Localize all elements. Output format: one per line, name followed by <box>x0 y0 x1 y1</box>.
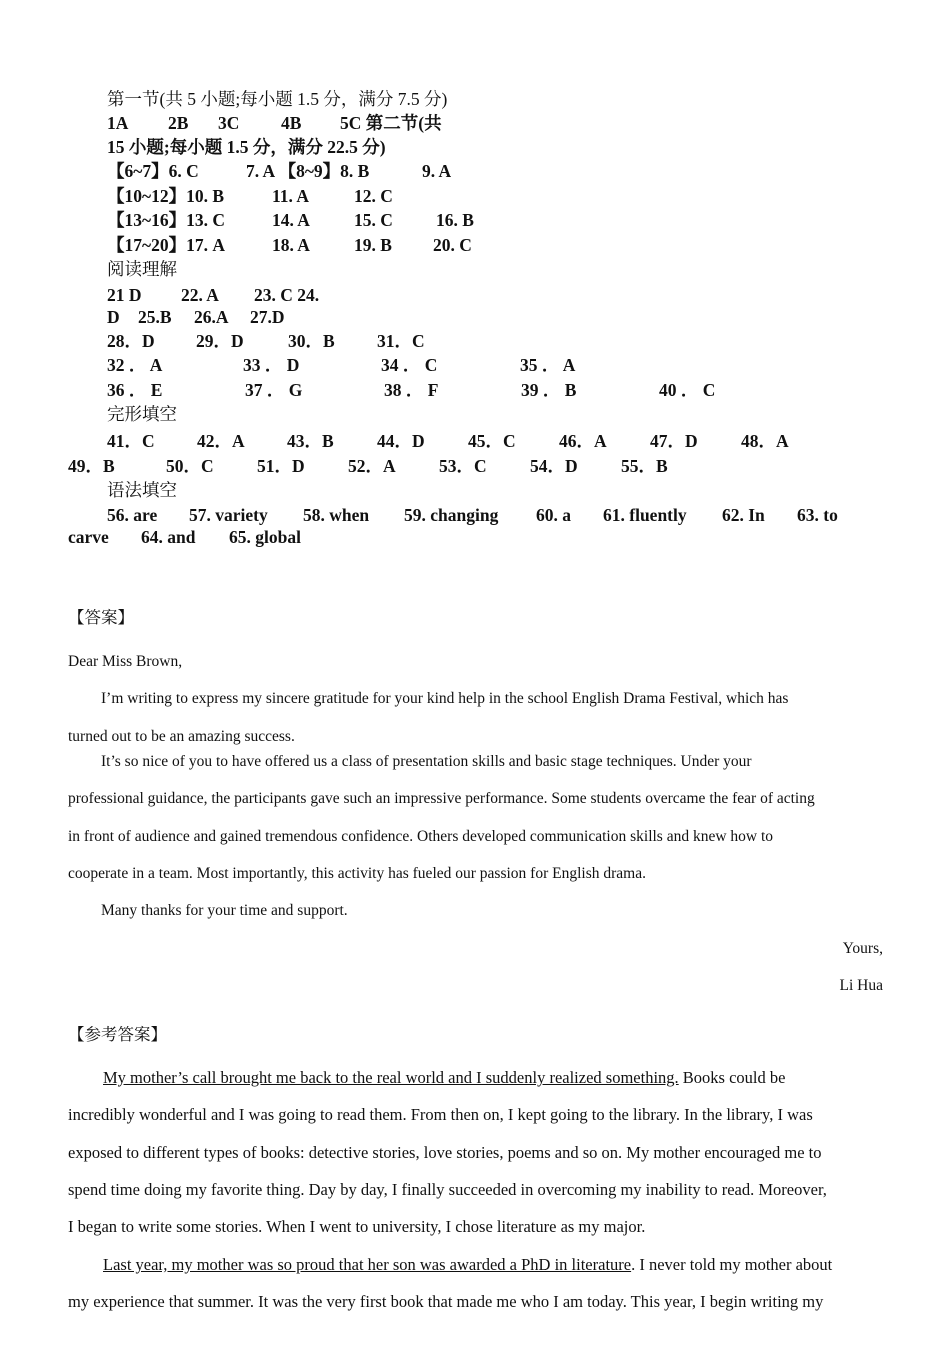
answer-65: 65. global <box>229 527 301 547</box>
answer-18: 18. A <box>272 235 310 255</box>
letter-line-2: turned out to be an amazing success. <box>68 728 295 745</box>
section-header-part2: 15 小题;每小题 1.5 分，满分 22.5 分) <box>107 137 386 157</box>
letter-closing: Yours, <box>842 940 883 957</box>
reference-p2-line-1 <box>103 1255 832 1275</box>
answer-51: 51．D <box>257 456 305 476</box>
answer-32: 32 ． A <box>107 355 163 375</box>
reference-p2-line-2: my experience that summer. It was the very first book that made me who I am today. This year, I begin writing my <box>68 1292 824 1311</box>
answer-50: 50．C <box>166 456 214 476</box>
answer-45: 45．C <box>468 431 516 451</box>
p2-line-1-rest: . I never told my mother about <box>631 1255 833 1274</box>
answer-52: 52．A <box>348 456 396 476</box>
reference-p1-line-3: exposed to different types of books: detective stories, love stories, poems and so on. My mother encouraged me to <box>68 1143 822 1162</box>
letter-line-5: in front of audience and gained tremendous confidence. Others developed communication skills and knew how to <box>68 828 774 845</box>
answer-43: 43．B <box>287 431 334 451</box>
answer-19: 19. B <box>354 235 392 255</box>
letter-line-4: professional guidance, the participants gave such an impressive performance. Some students overcame the fear of acting <box>68 790 815 807</box>
answer-7-9: 7. A 【8~9】8. B <box>246 161 370 181</box>
answer-34: 34 ． C <box>381 355 438 375</box>
underlined-sentence-2: Last year, my mother was so proud that her son was awarded a PhD in literature <box>103 1255 632 1274</box>
letter-line-1: I’m writing to express my sincere gratitude for your kind help in the school English Drama Festival, which has <box>101 690 789 707</box>
answer-17: 【17~20】17. A <box>107 235 225 255</box>
answer-64: 64. and <box>141 527 196 547</box>
answer-53: 53．C <box>439 456 487 476</box>
answer-42: 42．A <box>197 431 245 451</box>
answer-46: 46．A <box>559 431 607 451</box>
answer-9: 9. A <box>422 161 452 181</box>
letter-line-6: cooperate in a team. Most importantly, this activity has fueled our passion for English drama. <box>68 865 646 882</box>
answer-29: 29．D <box>196 331 244 351</box>
answer-25: 25.B <box>138 307 172 327</box>
reference-p1-line-1 <box>103 1068 785 1088</box>
answer-63: 63. to <box>797 505 838 525</box>
answer-2: 2B <box>168 113 189 133</box>
answer-6-7: 【6~7】6. C <box>107 161 199 181</box>
reference-label: 【参考答案】 <box>68 1025 167 1044</box>
answer-59: 59. changing <box>404 505 499 525</box>
answer-27: 27.D <box>250 307 285 327</box>
answer-12: 12. C <box>354 186 393 206</box>
answer-39: 39 ． B <box>521 380 577 400</box>
section-title-grammar: 语法填空 <box>107 480 177 500</box>
section-header-part1: 第一节(共 5 小题;每小题 1.5 分，满分 7.5 分) <box>107 89 448 109</box>
answer-24: D <box>107 307 120 327</box>
underlined-sentence-1: My mother’s call brought me back to the real world and I suddenly realized something. <box>103 1068 679 1087</box>
letter-salutation: Dear Miss Brown, <box>68 653 183 670</box>
answer-28: 28．D <box>107 331 155 351</box>
answer-44: 44．D <box>377 431 425 451</box>
answer-57: 57. variety <box>189 505 268 525</box>
answer-16: 16. B <box>436 210 474 230</box>
reference-p1-line-4: spend time doing my favorite thing. Day by day, I finally succeeded in overcoming my inability to read. Moreover, <box>68 1180 827 1199</box>
answer-62: 62. In <box>722 505 765 525</box>
answer-26: 26.A <box>194 307 229 327</box>
answer-3: 3C <box>218 113 240 133</box>
letter-line-7: Many thanks for your time and support. <box>101 902 348 919</box>
answer-40: 40 ． C <box>659 380 716 400</box>
answer-55: 55．B <box>621 456 668 476</box>
reference-p1-line-5: I began to write some stories. When I went to university, I chose literature as my major. <box>68 1217 646 1236</box>
answer-36: 36 ． E <box>107 380 163 400</box>
answer-23-24: 23. C 24. <box>254 285 320 305</box>
answer-47: 47．D <box>650 431 698 451</box>
answer-31: 31．C <box>377 331 425 351</box>
answer-58: 58. when <box>303 505 370 525</box>
answer-4: 4B <box>281 113 302 133</box>
answer-38: 38 ． F <box>384 380 439 400</box>
answer-33: 33 ． D <box>243 355 300 375</box>
answer-60: 60. a <box>536 505 571 525</box>
answer-20: 20. C <box>433 235 472 255</box>
answer-63-cont: carve <box>68 527 109 547</box>
answer-14: 14. A <box>272 210 310 230</box>
answer-30: 30．B <box>288 331 335 351</box>
reference-p1-line-2: incredibly wonderful and I was going to read them. From then on, I kept going to the library. In the library, I was <box>68 1105 813 1124</box>
letter-signature: Li Hua <box>839 977 883 994</box>
answer-56: 56. are <box>107 505 158 525</box>
answer-label: 【答案】 <box>68 608 134 627</box>
answer-15: 15. C <box>354 210 393 230</box>
answer-37: 37 ． G <box>245 380 303 400</box>
section-title-reading: 阅读理解 <box>107 259 177 279</box>
answer-11: 11. A <box>272 186 309 206</box>
answer-22: 22. A <box>181 285 219 305</box>
answer-21: 21 D <box>107 285 142 305</box>
answer-61: 61. fluently <box>603 505 687 525</box>
answer-49: 49．B <box>68 456 115 476</box>
answer-10: 【10~12】10. B <box>107 186 225 206</box>
letter-line-3: It’s so nice of you to have offered us a class of presentation skills and basic stage techniques. Under your <box>101 753 752 770</box>
answer-41: 41．C <box>107 431 155 451</box>
answer-13: 【13~16】13. C <box>107 210 225 230</box>
section-title-cloze: 完形填空 <box>107 404 177 424</box>
answer-48: 48．A <box>741 431 789 451</box>
answer-54: 54．D <box>530 456 578 476</box>
answer-5: 5C 第二节(共 <box>340 113 442 133</box>
p1-line-1-rest: Books could be <box>678 1068 786 1087</box>
answer-35: 35 ． A <box>520 355 576 375</box>
answer-1: 1A <box>107 113 129 133</box>
